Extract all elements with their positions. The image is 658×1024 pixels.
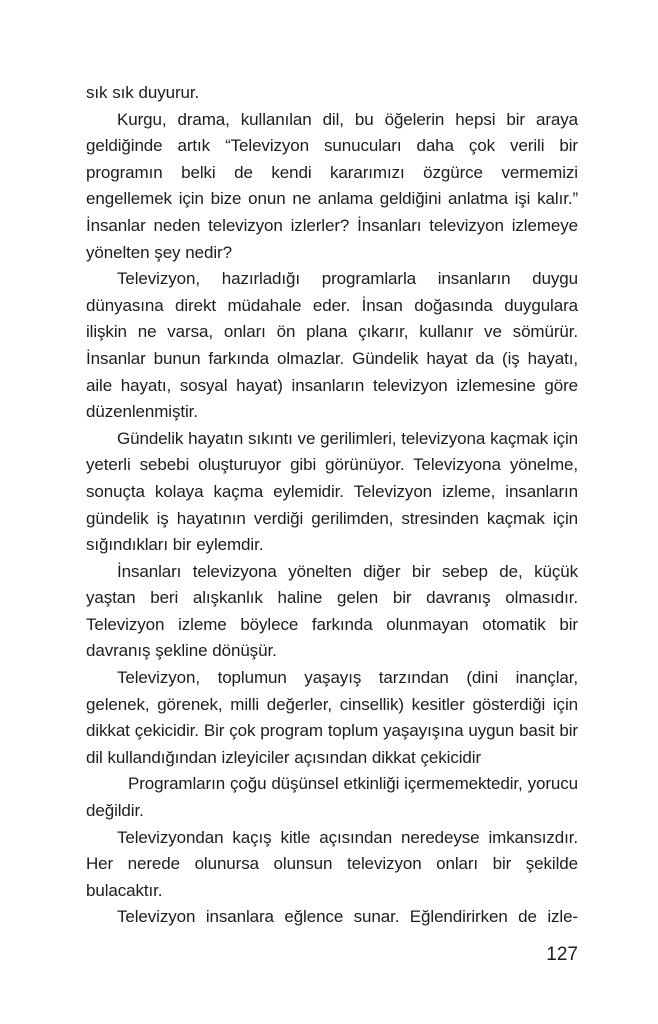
paragraph-continuation: sık sık duyurur. [86, 83, 200, 102]
paragraph: Kurgu, drama, kullanılan dil, bu öğelerin hepsi bir araya geldiğinde artık “Televizyon sunucuları daha çok verili bir programın belki de kendi kararımızı özgürce vermemizi engellemek için bize onun ne anlama geldiğini anlatma işi kalır.” İnsanlar neden televizyon izlerler? İnsanları televizyon izlemeye yönelten şey nedir? [86, 109, 578, 262]
paragraph-cut-off: Televizyon insanlara eğlence sunar. Eğlendirirken de izle- [117, 907, 578, 927]
paragraph: Programların çoğu düşünsel etkinliği içermemektedir, yorucu değildir. [86, 774, 578, 821]
body-text [86, 80, 578, 931]
paragraph: Televizyon, toplumun yaşayış tarzından (dini inançlar, gelenek, görenek, milli değerler, cinsellik) kesitler gösterdiği için dikkat çekicidir. Bir çok program toplum yaşayışına uygun basit bir dil kullandığından izleyiciler açısından dikkat çekicidir [86, 668, 578, 767]
paragraph: İnsanları televizyona yönelten diğer bir sebep de, küçük yaştan beri alışkanlık haline gelen bir davranış olmasıdır. Televizyon izleme böylece farkında olunmayan otomatik bir davranış şekline dönüşür. [86, 561, 578, 661]
paragraph: Gündelik hayatın sıkıntı ve gerilimleri, televizyona kaçmak için yeterli sebebi oluşturuyor gibi görünüyor. Televizyona yönelme, sonuçta kolaya kaçma eylemidir. Televizyon izleme, insanların gündelik iş hayatının verdiği gerilimden, stresinden kaçmak için sığındıkları bir eylemdir. [86, 428, 578, 555]
paragraph: Televizyondan kaçış kitle açısından neredeyse imkansızdır. Her nerede olunursa olunsun televizyon onları bir şekilde bulacaktır. [86, 827, 578, 900]
paragraph: Televizyon, hazırladığı programlarla insanların duygu dünyasına direkt müdahale eder. İnsan doğasında duygulara ilişkin ne varsa, onları ön plana çıkarır, kullanır ve sömürür. İnsanlar bunun farkında olmazlar. Gündelik hayat da (iş hayatı, aile hayatı, sosyal hayat) insanların televizyon izlemesine göre düzenlenmiştir. [86, 269, 578, 422]
page-number: 127 [546, 944, 578, 965]
